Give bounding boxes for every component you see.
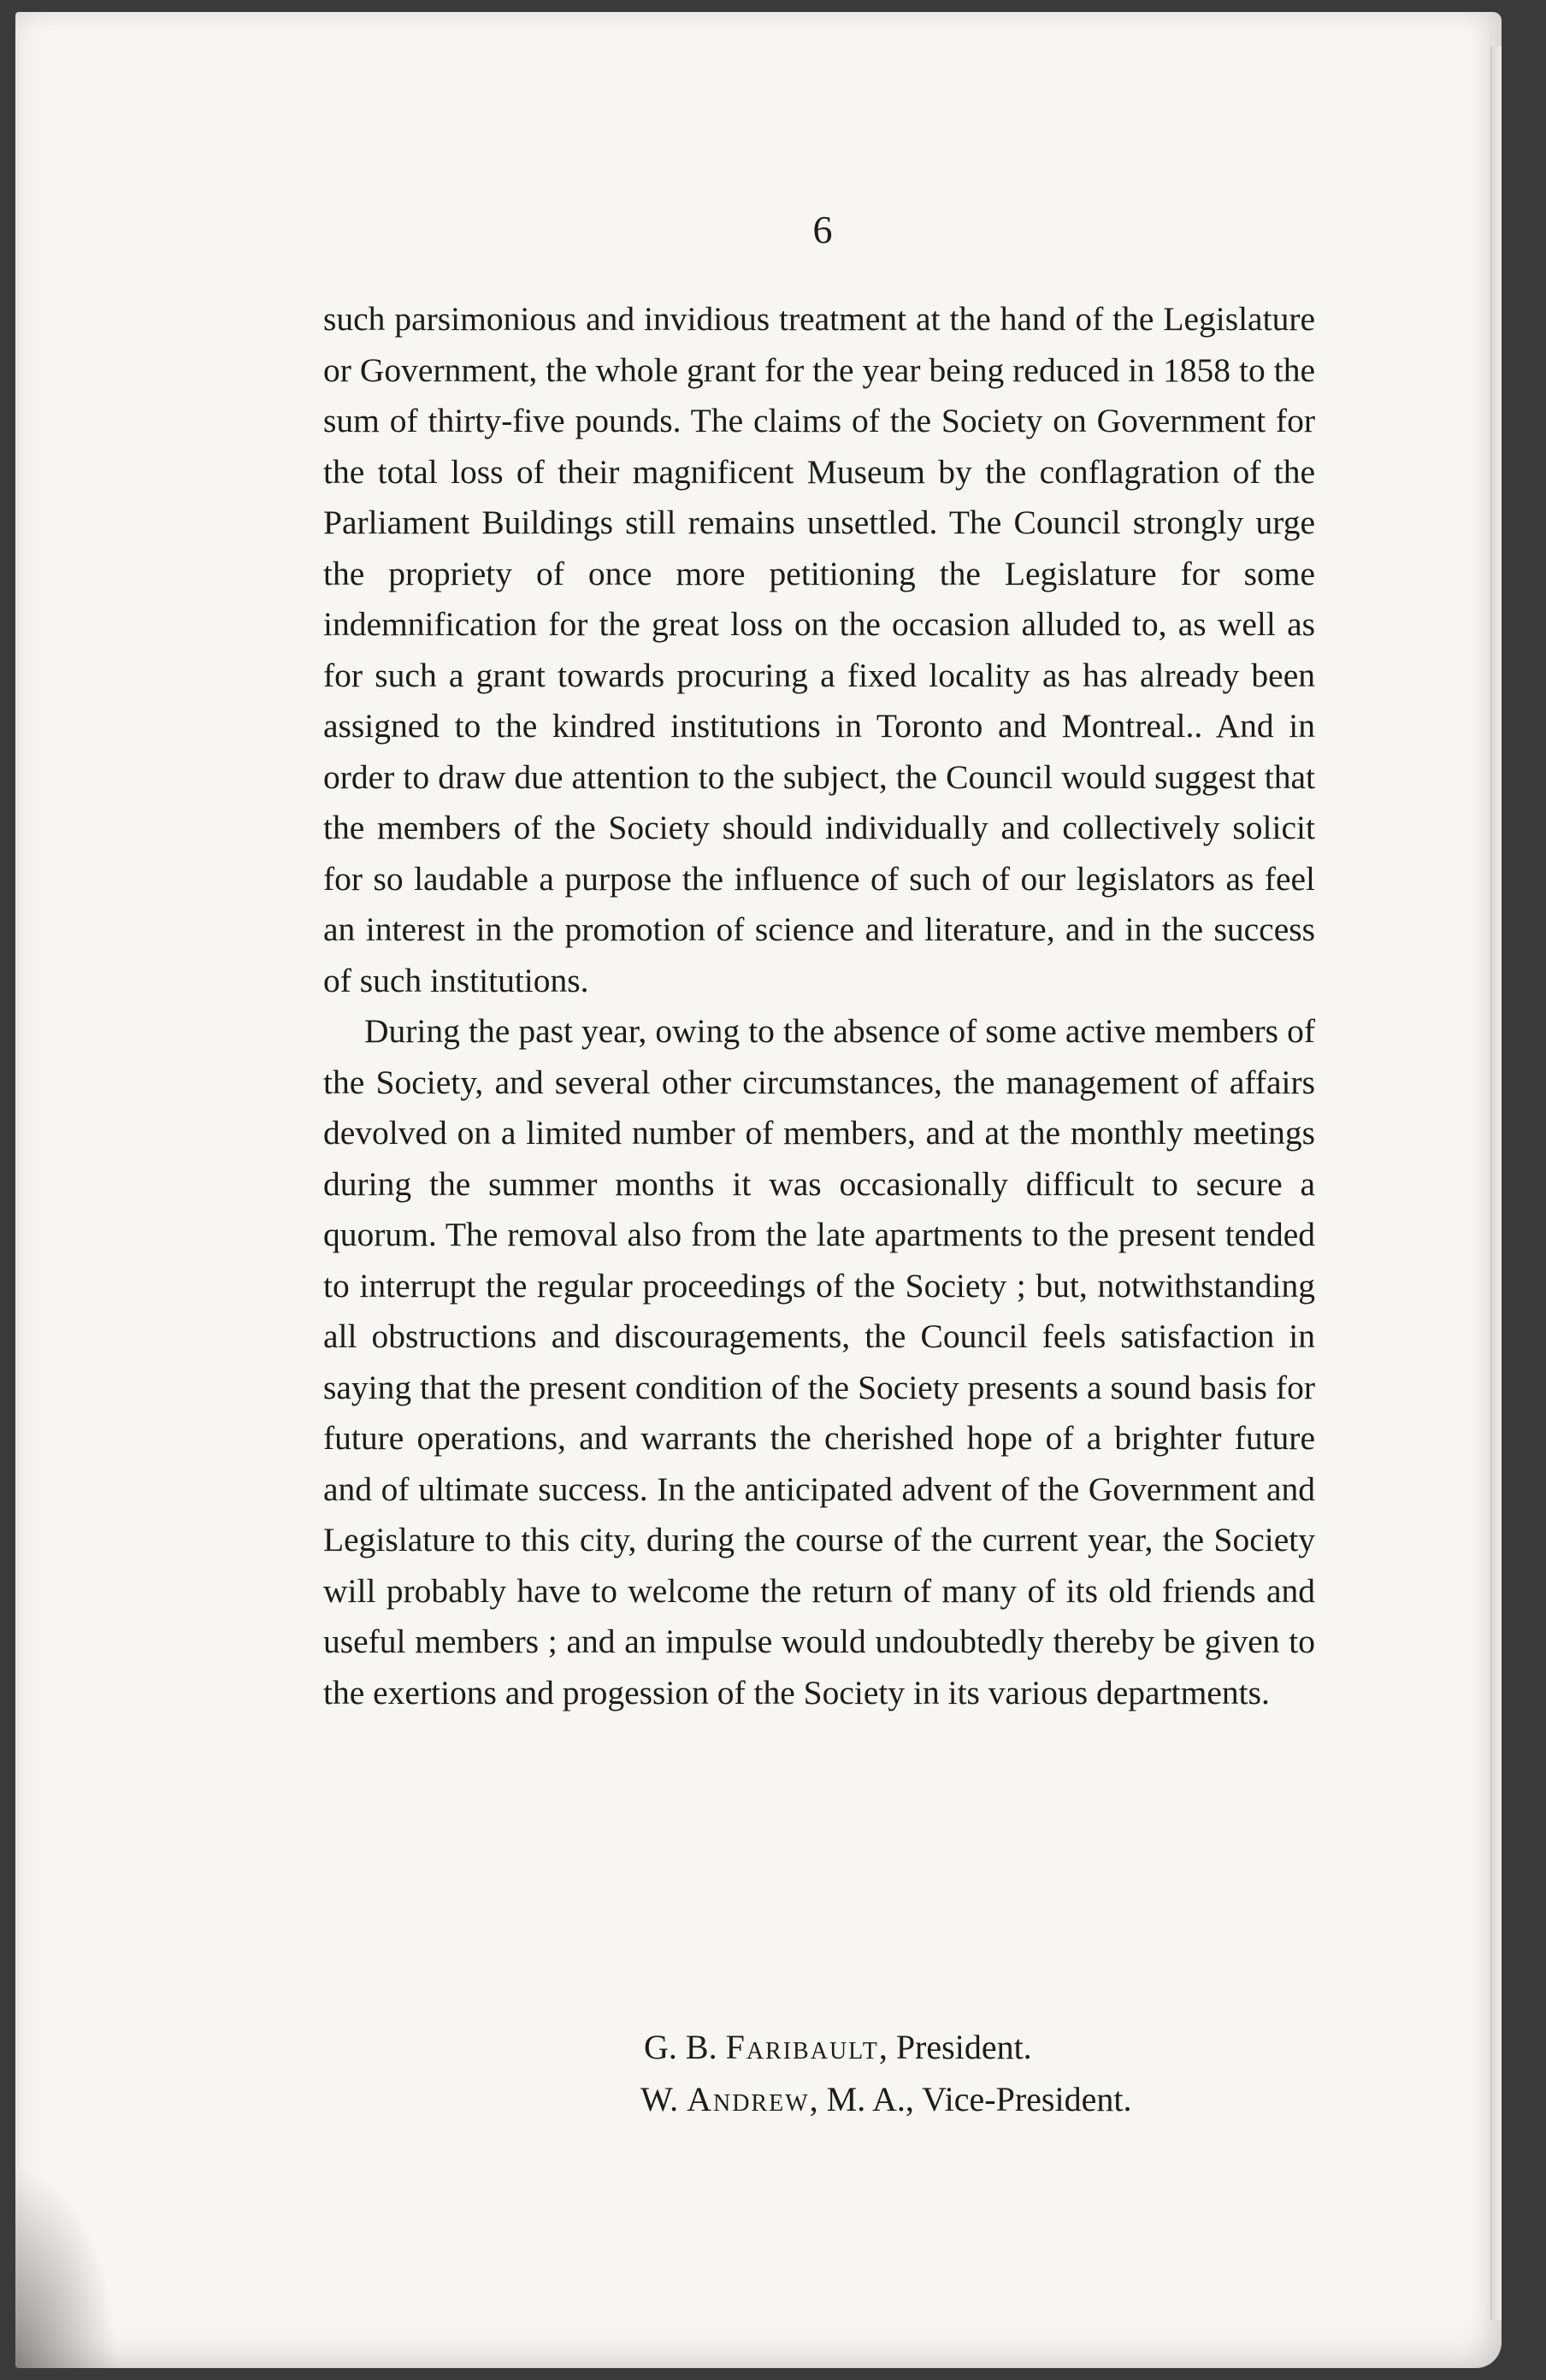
signature-title: , President. — [878, 2028, 1032, 2066]
signature-surname: Faribault — [725, 2028, 879, 2066]
document-page — [15, 12, 1502, 2368]
signature-surname: Andrew — [687, 2080, 810, 2118]
body-text — [323, 294, 1315, 1718]
signature-block — [640, 2021, 1328, 2125]
signature-president — [644, 2021, 1328, 2073]
paragraph-2: During the past year, owing to the absence of some active members of the Society, and several other circumstances, the management of affairs devolved on a limited number of members, and at the monthly meetings during the summer months it was occasionally difficult to secure a quorum. The removal also from the late apartments to the present tended to interrupt the regular proceedings of the Society ; but, notwithstanding all obstructions and discouragements, the Council feels satisfaction in saying that the present condition of the Society presents a sound basis for future operations, and warrants the cherished hope of a brighter future and of ultimate success. In the anticipated advent of the Government and Legislature to this city, during the course of the current year, the Society will probably have to welcome the return of many of its old friends and useful members ; and an impulse would undoubtedly thereby be given to the exertions and progession of the Society in its various departments. — [323, 1012, 1315, 1711]
signature-initials: G. B. — [644, 2028, 717, 2066]
signature-initials: W. — [640, 2080, 679, 2118]
page-number: 6 — [812, 208, 833, 251]
page-edge — [1490, 46, 1502, 2320]
signature-vice-president — [640, 2073, 1328, 2125]
scan-shadow — [15, 2166, 118, 2368]
signature-title: , M. A., Vice-President. — [809, 2080, 1132, 2118]
paragraph-1: such parsimonious and invidious treatment at the hand of the Legislature or Government, the whole grant for the year being reduced in 1858 to the sum of thirty-five pounds. The claims of the Society on Government for the total loss of their magnificent Museum by the conflagration of the Parliament Buildings still remains unsettled. The Council strongly urge the propriety of once more petitioning the Legislature for some indemnification for the great loss on the occasion alluded to, as well as for such a grant towards procuring a fixed locality as has already been assigned to the kindred institutions in Toronto and Montreal.. And in order to draw due attention to the subject, the Council would suggest that the members of the Society should individually and collectively solicit for so laudable a purpose the influence of such of our legislators as feel an interest in the promotion of science and literature, and in the success of such institutions. — [323, 300, 1315, 999]
